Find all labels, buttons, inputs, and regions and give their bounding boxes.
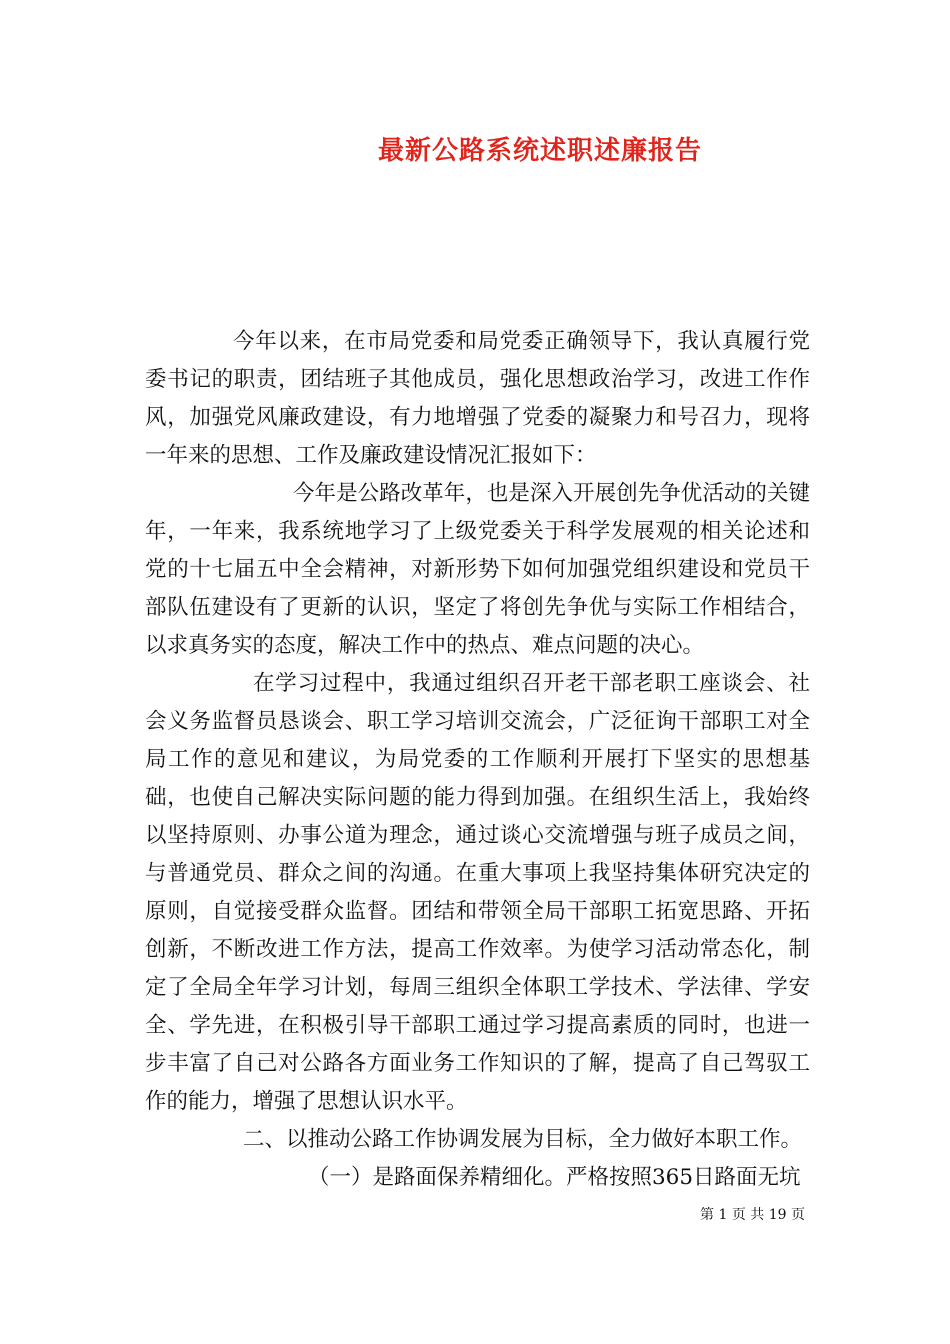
paragraph-intro: 今年以来，在市局党委和局党委正确领导下，我认真履行党委书记的职责，团结班子其他成员，强化思想政治学习，改进工作作风，加强党风廉政建设，有力地增强了党委的凝聚力和号召力，现将一年来的思想、工作及廉政建设情况汇报如下： bbox=[145, 329, 810, 468]
page-number: 第 1 页 共 19 页 bbox=[700, 1207, 805, 1223]
paragraph-learning-process: 在学习过程中，我通过组织召开老干部老职工座谈会、社会义务监督员恳谈会、职工学习培训交流会，广泛征询干部职工对全局工作的意见和建议，为局党委的工作顺利开展打下坚实的思想基础，也使自己解决实际问题的能力得到加强。在组织生活上，我始终以坚持原则、办事公道为理念，通过谈心交流增强与班子成员之间，与普通党员、群众之间的沟通。在重大事项上我坚持集体研究决定的原则，自觉接受群众监督。团结和带领全局干部职工拓宽思路、开拓创新，不断改进工作方法，提高工作效率。为使学习活动常态化，制定了全局全年学习计划，每周三组织全体职工学技术、学法律、学安全、学先进，在积极引导干部职工通过学习提高素质的同时，也进一步丰富了自己对公路各方面业务工作知识的了解，提高了自己驾驭工作的能力，增强了思想认识水平。 bbox=[145, 671, 810, 1114]
section-heading-two: 二、以推动公路工作协调发展为目标，全力做好本职工作。 bbox=[243, 1127, 803, 1152]
document-title: 最新公路系统述职述廉报告 bbox=[377, 136, 702, 166]
paragraph-study: 今年是公路改革年，也是深入开展创先争优活动的关键年，一年来，我系统地学习了上级党委关于科学发展观的相关论述和党的十七届五中全会精神，对新形势下如何加强党组织建设和党员干部队伍建设有了更新的认识，坚定了将创先争优与实际工作相结合，以求真务实的态度，解决工作中的热点、难点问题的决心。 bbox=[145, 481, 810, 658]
paragraph-road-maintenance: （一）是路面保养精细化。严格按照365日路面无坑 bbox=[308, 1165, 801, 1190]
document-body bbox=[145, 323, 810, 1197]
